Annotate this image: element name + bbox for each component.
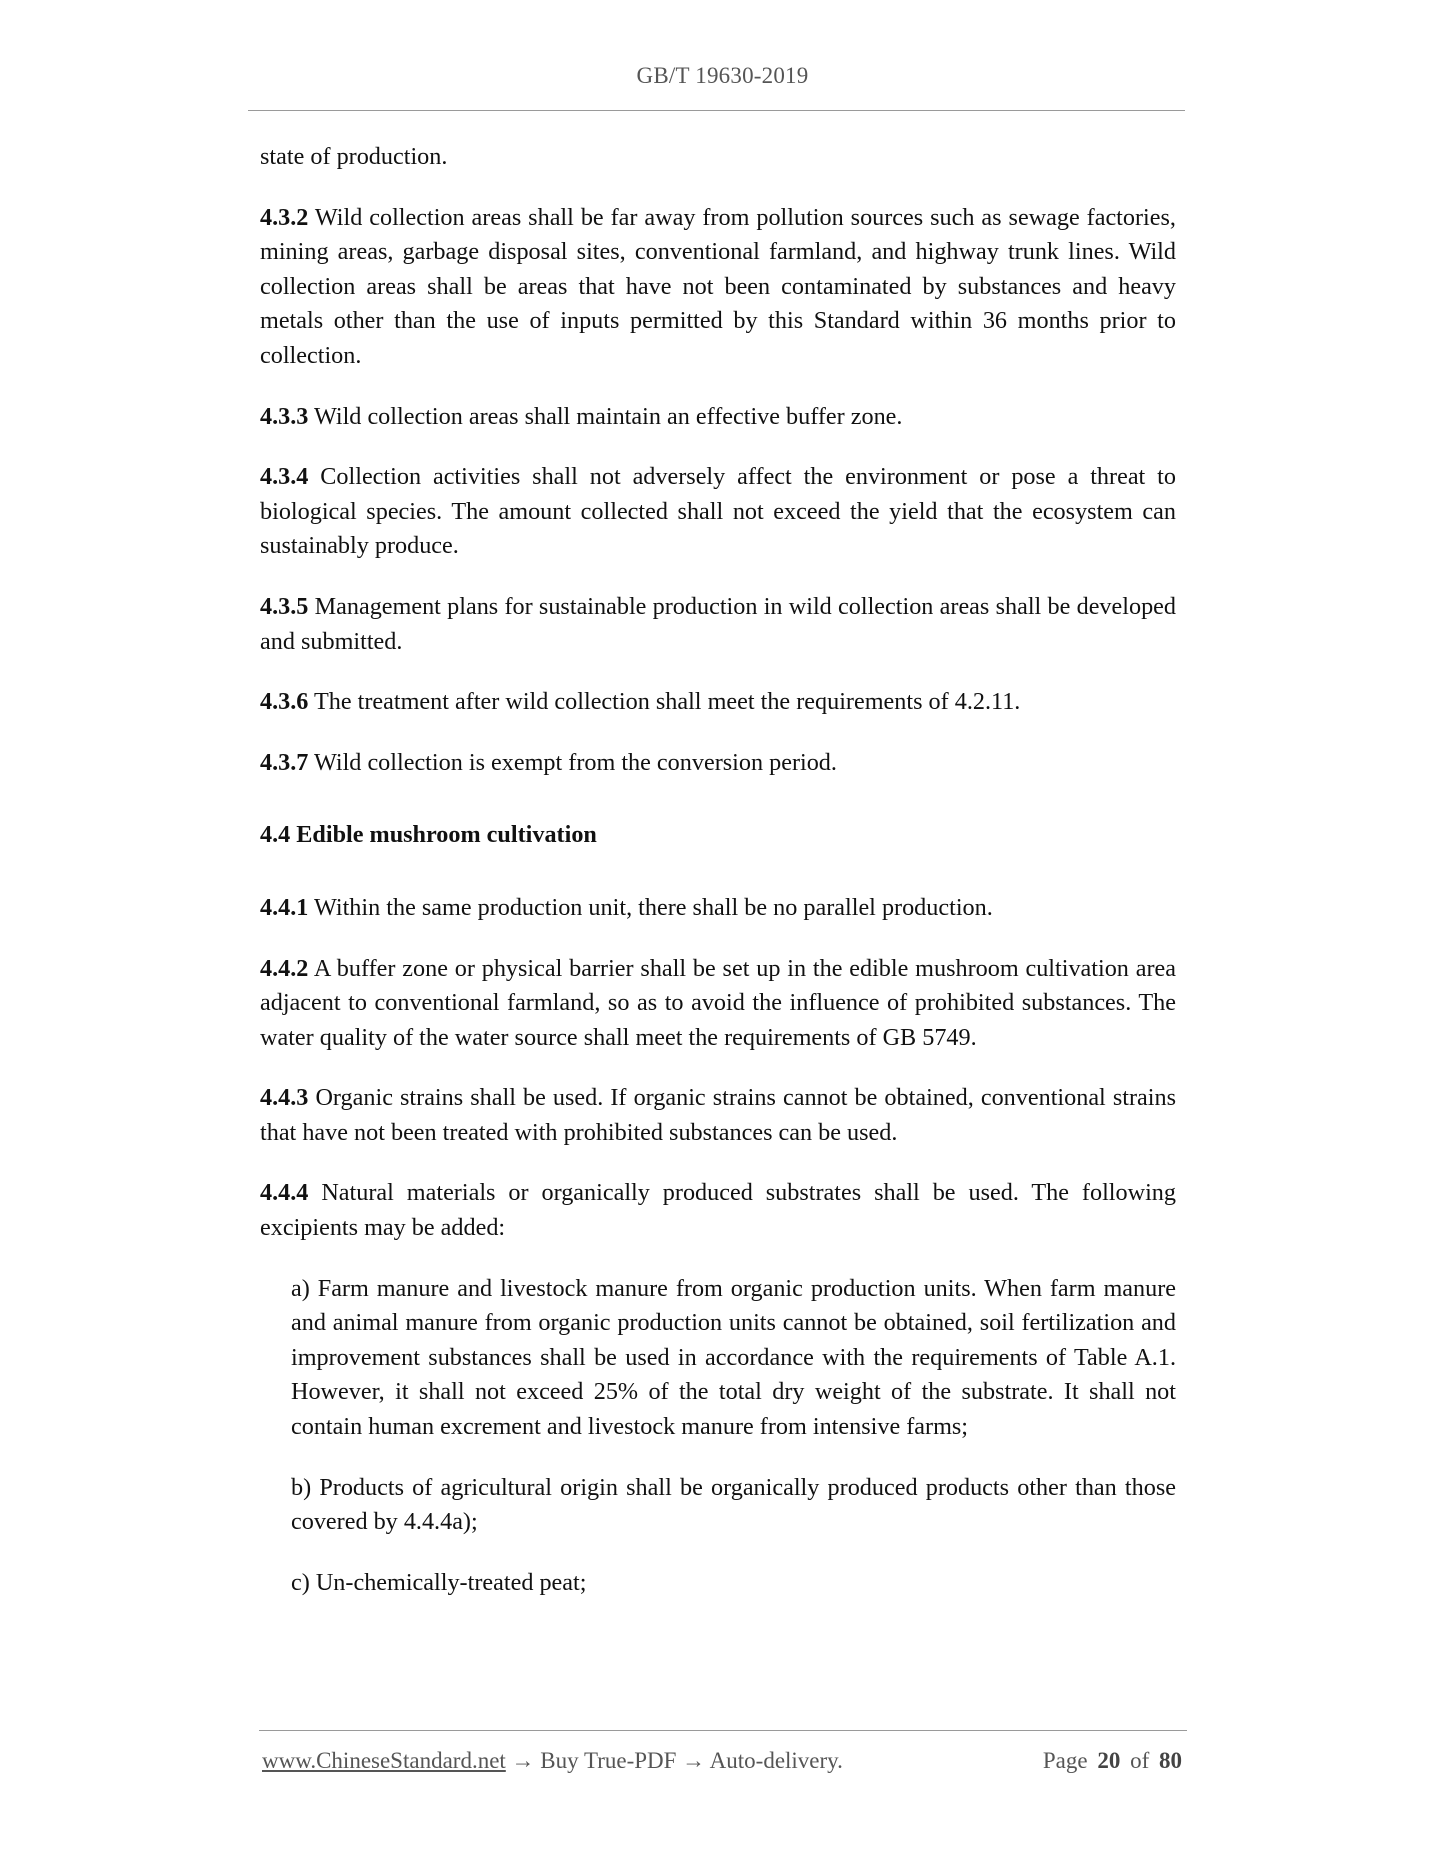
clause-4-4-2	[260, 952, 1176, 1056]
footer-tagline: → Buy True-PDF → Auto-delivery.	[505, 1748, 843, 1773]
clause-4-3-5	[260, 590, 1176, 659]
clause-text: Wild collection areas shall be far away from pollution sources such as sewage factories, mining areas, garbage disposal sites, conventional farmland, and highway trunk lines. Wild collection areas shall be areas that have not been contaminated by substances and heavy metals other than the use of inputs permitted by this Standard within 36 months prior to collection.	[260, 203, 1176, 369]
clause-number: 4.3.3	[260, 402, 309, 430]
clause-4-3-4	[260, 460, 1176, 564]
page-total: 80	[1159, 1748, 1182, 1773]
section-heading: 4.4 Edible mushroom cultivation	[260, 821, 597, 849]
clause-text: Wild collection areas shall maintain an effective buffer zone.	[314, 402, 903, 430]
list-item-c: c) Un-chemically-treated peat;	[291, 1568, 587, 1596]
clause-4-4-3	[260, 1081, 1176, 1150]
clause-4-3-6	[260, 685, 1176, 720]
clause-number: 4.4.1	[260, 893, 309, 921]
clause-4-4-4	[260, 1176, 1176, 1245]
document-header-title: GB/T 19630-2019	[636, 63, 809, 88]
footer-divider	[259, 1730, 1187, 1731]
header-divider	[248, 110, 1185, 111]
page-label: Page	[1042, 1748, 1088, 1773]
clause-number: 4.3.7	[260, 748, 309, 776]
page-indicator	[1043, 1748, 1182, 1774]
clause-text: Natural materials or organically produced substrates shall be used. The following excipients may be added:	[260, 1179, 1176, 1242]
clause-text: Collection activities shall not adversely affect the environment or pose a threat to biological species. The amount collected shall not exceed the yield that the ecosystem can sustainably produce.	[260, 463, 1176, 560]
clause-text: Organic strains shall be used. If organic strains cannot be obtained, conventional strains that have not been treated with prohibited substances can be used.	[260, 1084, 1177, 1146]
clause-number: 4.3.6	[260, 688, 309, 716]
continuation-text: state of production.	[260, 143, 448, 170]
clause-4-3-3	[260, 400, 1176, 435]
page-current: 20	[1097, 1748, 1121, 1773]
clause-number: 4.4.3	[260, 1084, 309, 1112]
clause-number: 4.3.5	[260, 592, 309, 620]
clause-4-3-2	[260, 201, 1176, 374]
clause-text: Management plans for sustainable production in wild collection areas shall be developed and submitted.	[260, 592, 1177, 655]
list-item-a: a) Farm manure and livestock manure from organic production units. When farm manure and animal manure from organic production units cannot be obtained, soil fertilization and improvement substances shall be used in accordance with the requirements of Table A.1. However, it shall not exceed 25% of the total dry weight of the substrate. It shall not contain human excrement and livestock manure from intensive farms;	[291, 1274, 1176, 1441]
clause-number: 4.4.2	[260, 954, 309, 982]
list-item-b: b) Products of agricultural origin shall be organically produced products other than those covered by 4.4.4a);	[291, 1473, 1176, 1536]
clause-4-4-1	[260, 891, 1176, 926]
clause-number: 4.4.4	[260, 1179, 309, 1207]
clause-text: The treatment after wild collection shall meet the requirements of 4.2.11.	[314, 688, 1021, 716]
clause-number: 4.3.2	[260, 203, 309, 231]
clause-4-3-7	[260, 746, 1176, 781]
clause-text: A buffer zone or physical barrier shall be set up in the edible mushroom cultivation area adjacent to conventional farmland, so as to avoid the influence of prohibited substances. The water quality of the water source shall meet the requirements of GB 5749.	[260, 954, 1176, 1051]
footer-promo	[262, 1748, 843, 1774]
excipient-list	[260, 1272, 1176, 1601]
document-body	[260, 140, 1176, 1626]
website-link[interactable]: www.ChineseStandard.net	[262, 1748, 506, 1773]
clause-text: Wild collection is exempt from the conversion period.	[314, 748, 837, 776]
page-of: of	[1130, 1748, 1150, 1773]
clause-number: 4.3.4	[260, 463, 309, 491]
clause-text: Within the same production unit, there shall be no parallel production.	[314, 893, 993, 921]
